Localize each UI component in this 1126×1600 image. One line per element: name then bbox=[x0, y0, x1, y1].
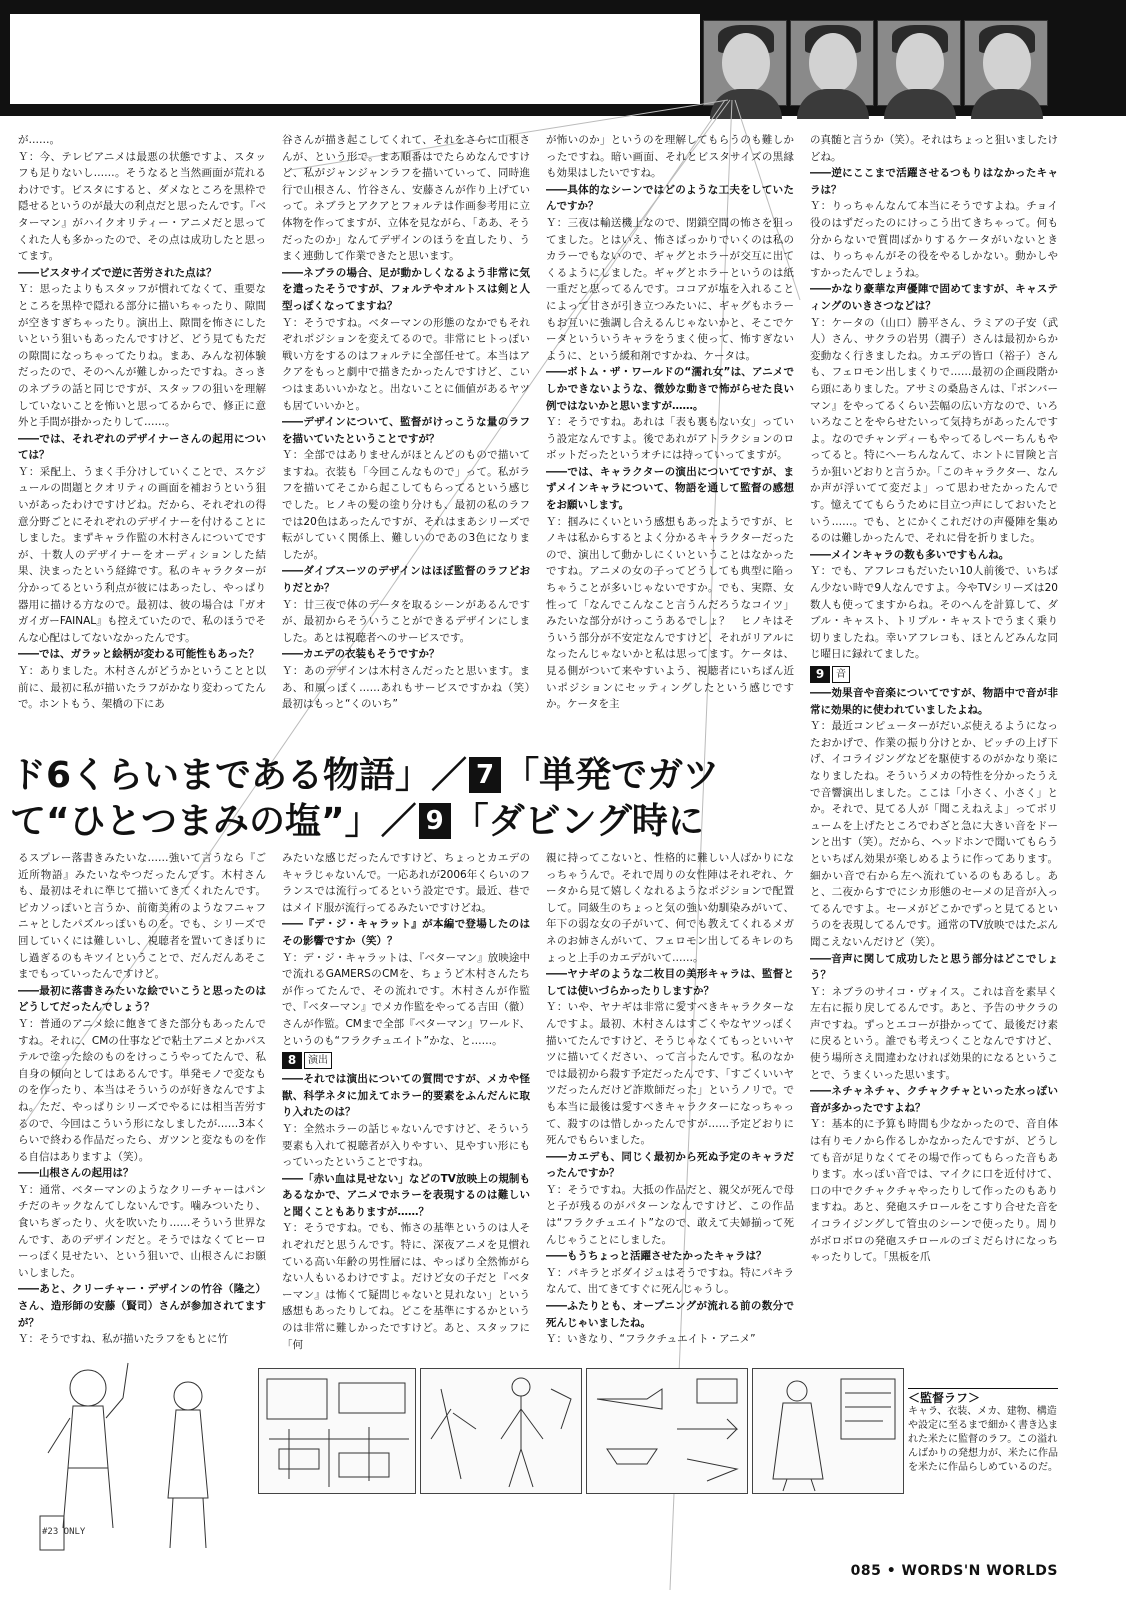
interview-question: ――ボトム・ザ・ワールドの“濡れ女”は、アニメでしかできないような、微妙な動きで怖がらせた良い例ではないかと思いますが……。 bbox=[546, 366, 794, 412]
interview-answer: Ｙ：全部ではありませんがほとんどのもので描いてますね。衣装も「今回こんなもので」って。私がラフを描いてそこから起こしてもらってるという感じでした。ヒノキの髪の塗り分けも、最初の私のラフでは20色はあったんですが、それはまあシリーズで転がしていく関係上、難しいのであの3色になりましたが。 bbox=[282, 449, 530, 561]
interview-answer: Ｙ：そうですね。大抵の作品だと、親父が死んで母と子が残るのがパターンなんですけど、この作品は“フラクチュエイト”なので、敢えて夫婦揃って死んじゃうことにしました。 bbox=[546, 1183, 794, 1246]
interview-answer: Ｙ：思ったよりもスタッフが慣れてなくて、重要なところを黒枠で隠れる部分に描いちゃったり、隙間が空きすぎちゃったり。演出上、隙間を怖さにしたいという狙いもあったんですけど、どう見てもただの隙間になっちゃってたりね。まあ、みんな初体験だったので、そのへんが難しかったですね。さっきのネブラの話と同じですが、スタッフの狙いを理解していないことを怖いと思ってるからで、修正に意外と手間が掛かったりして……。 bbox=[18, 283, 266, 429]
interviewee-photo bbox=[790, 20, 874, 106]
interview-answer: が怖いのか」というのを理解してもらうのも難しかったですね。暗い画面、それとビスタサイズの黒縁も効果はしたいですね。 bbox=[546, 134, 794, 180]
interview-answer: Ｙ：掴みにくいという感想もあったようですが、ヒノキは私からするとよく分かるキャラクターだったので、演出して動かしにくいということはなかったですね。アニメの女の子ってどうしても典型に陥っちゃうことが多いじゃないですか。でも、実際、女性って「なんでこんなこと言うんだろうなコイツ」みたいな部分がけっこうあるでしょ？ ヒノキはそういう部分が不安定なんですけど、それがリアルになったんじゃないかと私は思ってます。ケータは、見る側がついて来やすいよう、視聴者にいちばん近いポジションにセッティングしたという感じですか。ケータを主 bbox=[546, 515, 794, 711]
interview-answer: Ｙ：最近コンピューターがだいぶ使えるようになったおかげで、作業の振り分けとか、ピッチの上げ下げ、イコライジングなどを駆使するのがかなり楽になりましたね。そういうメカの特性を分かったうえで音響演出しました。ここは「小さく、小さく」とか。それで、見てる人が「聞こえねえよ」ってボリュームを上げたところでわざと急に大きい音をドーンと出す（笑）。だから、ヘッドホンで聞いてもらうといちばん効果が楽しめるように作ってあります。細かい音で右から左へ流れているのもあるし。あと、二夜からすでにシカ形態のセーメの足音が入ってるんですよ。セーメがどこかでずっと見てるというのを表現してるんです。通常のTV放映ではたぶん聞こえないんだけど（笑）。 bbox=[810, 720, 1058, 948]
interview-question: ――デザインについて、監督がけっこうな量のラフを描いていたということですが？ bbox=[282, 416, 530, 445]
interview-question: ――それでは演出についての質問ですが、メカや怪獣、科学ネタに加えてホラー的要素をふんだんに取り入れたのは？ bbox=[282, 1073, 530, 1119]
pull-quote-line-1: ド6くらいまである物語」／ 7 「単発でガツ bbox=[10, 755, 720, 796]
interview-question: ――効果音や音楽についてですが、物語中で音が非常に効果的に使われていましたよね。 bbox=[810, 687, 1058, 716]
interview-answer: Ｙ：いや、ヤナギは非常に愛すべきキャラクターなんですよ。最初、木村さんはすごくやなヤツっぽく描いてたんですけど、そうじゃなくてもっといいヤツに描いてください、って言ったんです。私のなかでは最初から殺す予定だったんです、「すごくいいヤツだったんだけど詐欺師だった」というノリで。でも本当に最後は愛すべきキャラクターになっちゃって、殺すのは惜しかったんですが……予定どおりに死んでもらいました。 bbox=[546, 1001, 794, 1147]
interview-answer: が……。 bbox=[18, 134, 60, 146]
interview-question: ――ヤナギのような二枚目の美形キャラは、監督としては使いづらかったりしますか？ bbox=[546, 968, 794, 997]
interview-answer: の真髄と言うか（笑）。それはちょっと狙いましたけどね。 bbox=[810, 134, 1058, 163]
header-white-area bbox=[10, 14, 700, 104]
interview-answer: Ｙ：でも、アフレコもだいたい10人前後で、いちばん少ない時で9人なんですよ。今やTVシリーズは20数人も使ってますからね。そのへんを計算して、ダブル・キャスト、トリプル・キャストでうまく乗り切りましたね。幸いアフレコも、ほとんどみんな同じ曜日に録れてました。 bbox=[810, 565, 1058, 661]
interview-answer: Ｙ：ネブラのサイコ・ヴォイス。これは音を素早く左右に振り戻してるんです。あと、予告のサクラの声ですね。ずっとエコーが掛かってて、最後だけ素に戻るという。誰でも考えつくことなんですけど、使う場所さえ間違わなければ効果的になるということで、うまくいった思います。 bbox=[810, 985, 1058, 1081]
interview-answer: Ｙ：そうですね。あれは「表も裏もない女」っていう設定なんですよ。後であれがアトラクションのロボットだったというオチには持っていってますが。 bbox=[546, 416, 794, 462]
interview-question: ――ふたりとも、オープニングが流れる前の数分で死んじゃいましたね。 bbox=[546, 1300, 794, 1329]
interview-answer: Ｙ：そうですね、私が描いたラフをもとに竹 bbox=[18, 1333, 228, 1346]
text-column-1-top bbox=[18, 132, 266, 754]
interview-answer: Ｙ：りっちゃんなんて本当にそうですよね。チョイ役のはずだったのにけっこう出てきちゃって。何も分からないで質問ばかりするケータがいないときは、りっちゃんがその役をやるしかない。動かしやすかったんでしょうね。 bbox=[810, 200, 1058, 279]
section-heading bbox=[282, 1052, 530, 1069]
interview-question: ――カエデの衣装もそうですか？ bbox=[282, 648, 440, 661]
interview-question: ――カエデも、同じく最初から死ぬ予定のキャラだったんですか？ bbox=[546, 1150, 794, 1180]
pull-quote-line-2: て“ひとつまみの塩”」／ 9 「ダビング時に bbox=[10, 801, 704, 842]
interview-question: ――ネチャネチャ、クチャクチャといった水っぽい音が多かったですよね？ bbox=[810, 1085, 1058, 1114]
interview-question: ――山根さんの起用は？ bbox=[18, 1167, 134, 1180]
section-heading bbox=[810, 666, 1058, 683]
page-footer: 085 • WORDS'N WORLDS bbox=[850, 1563, 1058, 1579]
interview-answer: Ｙ：基本的に予算も時間も少なかったので、音自体は有りモノから作るしかなかったんですが、どうしても音が足りなくてその場で作ってもらった音もあります。水っぽい音では、マイクに口を近付けて、口の中でクチャクチャやったりして作ったのもありますね。あと、発砲スチロールをこすり合せた音をイコライジングして管虫のシーンで使ったり。周りがボロボロの発砲スチロールのゴミだらけになっちゃったりして。「黒板を爪 bbox=[810, 1118, 1058, 1264]
text-column-4 bbox=[810, 132, 1058, 1356]
interview-question: ――かなり豪華な声優陣で固めてますが、キャスティングのいきさつなどは？ bbox=[810, 283, 1058, 312]
interview-question: ――では、キャラクターの演出についてですが、まずメインキャラについて、物語を通して監督の感想をお願いします。 bbox=[546, 465, 794, 512]
interview-answer: 谷さんが描き起こしてくれて、それをさらに山根さんが、という形で。まあ順番はでたらめなんですけど、私がジャンジャンラフを描いていって、同時進行で山根さん、竹谷さん、安藤さんが作り上げていって。ネブラとアクアとフォルテは作画参考用に立体物を作ってますが、立体を見ながら、「ああ、そうだったのか」なんてデザインのほうを直したり、うまく連動して作業できたと思います。 bbox=[282, 134, 530, 263]
director-rough-creature-sketch bbox=[420, 1368, 582, 1494]
interview-answer: Ｙ：全然ホラーの話じゃないんですけど、そういう要素も入れて視聴者が入りやすい、見やすい形にもっていったということですね。 bbox=[282, 1122, 530, 1169]
interview-answer: Ｙ：普通のアニメ絵に飽きてきた部分もあったんですね。それに、CMの仕事などで粘土アニメとかパステルで塗った絵のものをけっこうやってたんで、私自身の傾向としてはあるんです。単発モノで変なものを作ったり、本当はそういうのが好きなんですよね。ただ、やっぱりシリーズでやるには相当苦労するので、今回はこういう形になしましたが……3本くらいで終わる作品だったら、ガツンと変なものを作る自信はありますよ（笑）。 bbox=[18, 1017, 266, 1163]
interview-question: ――メインキャラの数も多いですもんね。 bbox=[810, 548, 1010, 561]
interview-question: ――では、それぞれのデザイナーさんの起用については？ bbox=[18, 432, 266, 462]
interview-question: ――もうちょっと活躍させたかったキャラは？ bbox=[546, 1250, 767, 1263]
interview-question: ――ダイブスーツのデザインはほぼ監督のラフどおりだとか？ bbox=[282, 565, 530, 595]
interview-answer: Ｙ：三夜は輸送機上なので、閉鎖空間の怖さを狙ってました。とはいえ、怖さばっかりでいくのは私のカラーでもないので、ギャグとホラーが交互に出てくるようにしました。ギャグとホラーというのは紙一重だと思ってるんです。ココアが塩を入れることによって甘さが引き立つみたいに、ギャグもホラーもお互いに強調し合えるんじゃないかと、そこでケータといういうキャラをうまく使って、怖すぎないように、という緩和剤ですかね、ケータは。 bbox=[546, 216, 794, 362]
section-number: 9 bbox=[810, 666, 830, 683]
interview-answer: Ｙ：そうですね。ベターマンの形態のなかでもそれぞれポジションを変えてるので。非常にヒトっぽい戦い方をするのはフォルテに全部任せて。本当はアクアをもっと劇中で描きたかったんですけど、こいつはまあいいかなと。出ないことに価値があるヤツも居ていいかと。 bbox=[282, 316, 530, 412]
interview-answer: みたいな感じだったんですけど、ちょっとカエデのキャラじゃないんで。一応あれが2006年くらいのフランスでは流行ってるという設定です。最近、巷ではメイド服が流行ってるみたいですけどね。 bbox=[282, 852, 530, 914]
interview-answer: るスプレー落書きみたいな……強いて言うなら『ご近所物語』みたいなやつだったんです。木村さんも、最初はそれに準じて描いてきてくれたんです。ピカソっぽいと言うか、前衛美術のようなフニャフニャとしたパズルっぽいものを。でも、シリーズで回していくには難しいし、視聴者を置いてきぼりにし過ぎるのもキツイということで、だんだんあそこまでもっていったんですけど。 bbox=[18, 852, 266, 981]
interview-answer: Ｙ：ケータの（山口）勝平さん、ラミアの子安（武人）さん、サクラの岩男（潤子）さんは最初からか変動なく行きましたね。カエデの皆口（裕子）さんも、フェロモン出しまくりで……最初の企画段階から頭にありました。アサミの桑島さんは、『ボンバーマン』をやってるくらい芸幅の広い方なので、いろいろなことをやらせたいって気持ちがあったんですよ。なのでチャンディーもやってるしぺーちんもやってると。特にへーちんなんて、ホントに冒険と言うか狙いどおりと言うか。「このキャラクター、なんか声が浮いてて変だよ」って思わせたかったんです。憶えててもらうために目立つ声にしておいたという……。でも、とにかくこれだけの声優陣を集めるのは難しかったんで、それに骨を折りました。 bbox=[810, 316, 1058, 545]
interview-answer: Ｙ：采配上、うまく手分けしていくことで、スケジュールの問題とクオリティの画面を補おうという狙いがあったわけですけどね。だから、それぞれの得意分野ごとにそれぞれのデザイナーを付けることにしました。まずキャラ作監の木村さんについてですが、十数人のデザイナーをオーディションした結果、決まったという経緯です。私のキャラクターが分かってるという利点が彼にはあったし、やっぱり器用に描ける方なので。最初は、彼の場合は『ガオガイガーFAINAL』も控えていたので、私のほうでそんな心配はしてないなかったんです。 bbox=[18, 465, 266, 644]
interview-question: ――「赤い血は見せない」などのTV放映上の規制もあるなかで、アニメでホラーを表現するのは難しいと聞くこともありますが……？ bbox=[282, 1172, 530, 1218]
interview-answer: Ｙ：そうですね。でも、怖さの基準というのは人それぞれだと思うんです。特に、深夜アニメを見慣れている高い年齢の男性層には、やっぱり全然怖がらない人もいるわけですよ。だけど女の子だと『ベターマン』は怖くて疑問じゃないと見れない」という感想もあったりしてね。どこを基準にするかというのは非常に難しかったですけど。あと、スタッフに「何 bbox=[282, 1222, 530, 1351]
interviewee-photo bbox=[703, 20, 787, 106]
text-column-2-top bbox=[282, 132, 541, 754]
interview-question: ――具体的なシーンではどのような工夫をしていたんですか？ bbox=[546, 183, 794, 213]
interview-answer: Ｙ：デ・ジ・キャラットは、『ベターマン』放映途中で流れるGAMERSのCMを、ちょうど木村さんたちが作ってたんで、その流れです。木村さんが作監で、『ベターマン』でメカ作監をやってる吉田（徹）さんが作監。CMまで全部『ベターマン』ワールド、というのも“フラクチュエイト”かな、と……。 bbox=[282, 951, 530, 1047]
interviewee-photo bbox=[877, 20, 961, 106]
interview-answer: Ｙ：いきなり、“フラクチュエイト・アニメ” bbox=[546, 1333, 756, 1346]
interview-question: ――あと、クリーチャー・デザインの竹谷（隆之）さん、造形師の安藤（賢司）さんが参加されてますが？ bbox=[18, 1283, 266, 1329]
character-rough-sketch bbox=[18, 1358, 254, 1558]
sketch-note: #23 ONLY bbox=[42, 1527, 86, 1537]
interview-question: ――ネブラの場合、足が動かしくなるよう非常に気を遣ったそうですが、フォルテやオルトスは剣と人型っぽくなってますね？ bbox=[282, 266, 530, 312]
caption-title: ＜監督ラフ＞ bbox=[908, 1388, 1058, 1405]
interview-answer: Ｙ：パキラとボダイジュはそうですね。特にパキラなんて、出てきてすぐに死んじゃうし。 bbox=[546, 1266, 794, 1296]
interview-answer: Ｙ：廿三夜で体のデータを取るシーンがあるんですが、最初からそういうことができるデザインにしました。あとは視聴者へのサービスです。 bbox=[282, 598, 530, 644]
text-column-1-bottom bbox=[18, 850, 266, 1356]
text-column-2-bottom bbox=[282, 850, 530, 1356]
interview-answer: Ｙ：通常、ベターマンのようなクリーチャーはパンチだのキックなんてしないんです。噛みついたり、食いちぎったり、火を吹いたり……そういう世界なんです、あのデザインだと。そうではなくてヒーローっぽく見せたい、という狙いで、山根さんにお願いしました。 bbox=[18, 1183, 266, 1279]
section-number: 8 bbox=[282, 1052, 302, 1069]
interview-answer: Ｙ：今、テレビアニメは最悪の状態ですよ、スタッフも足りないし……。そうなると当然画面が荒れるわけです。ビスタにすると、ダメなところを黒枠で隠せるというのが最大の利点だと思ったんです。『ベターマン』がハイクオリティー・アニメだと思ってくれた人も多かったので、その点は成功したと思ってます。 bbox=[18, 150, 266, 263]
section-tag: 演出 bbox=[304, 1052, 332, 1069]
interview-question: ――音声に関して成功したと思う部分はどこでしょう？ bbox=[810, 952, 1058, 982]
interviewee-photo bbox=[964, 20, 1048, 106]
interview-answer: 親に持ってこないと、性格的に難しい人ばかりになっちゃうんで。それで周りの女性陣はそれぞれ、ケータから見て嬉しくなれるようなポジションで配置して。同級生のちょっと気の強い幼馴染みがいて、年下の弱な女の子がいて、何でも教えてくれるメガネのお姉さんがいて、フェロモン出してるキレのちょっと上手のカエデがいて……。 bbox=[546, 852, 794, 964]
director-rough-costume-sketch bbox=[752, 1368, 904, 1494]
interview-photo-strip bbox=[703, 20, 1048, 106]
text-column-3-top bbox=[546, 132, 794, 754]
interview-question: ――ビスタサイズで逆に苦労された点は？ bbox=[18, 266, 217, 279]
director-rough-map-sketch bbox=[258, 1368, 416, 1494]
interview-question: ――逆にここまで活躍させるつもりはなかったキャラは？ bbox=[810, 167, 1058, 196]
sketch-caption bbox=[908, 1388, 1058, 1475]
text-column-3-bottom bbox=[546, 850, 794, 1356]
director-rough-mecha-sketch bbox=[586, 1368, 748, 1494]
pull-quote bbox=[10, 752, 800, 844]
interview-question: ――『デ・ジ・キャラット』が本編で登場したのはその影響ですか（笑）？ bbox=[282, 918, 530, 947]
interview-answer: Ｙ：あのデザインは木村さんだったと思います。まあ、和風っぽく……あれもサービスですかね（笑） 最初はもっと“くのいち” bbox=[282, 665, 541, 711]
interview-question: ――では、ガラッと絵柄が変わる可能性もあった？ bbox=[18, 648, 260, 661]
interview-question: ――最初に落書きみたいな絵でいこうと思ったのはどうしてだったんでしょう？ bbox=[18, 984, 266, 1014]
section-tag: 音 bbox=[832, 666, 850, 683]
interview-answer: Ｙ：ありました。木村さんがどうかということと以前に、最初に私が描いたラフがかなり変わってたんで。ホントもう、架橋の下にあ bbox=[18, 665, 266, 711]
caption-body: キャラ、衣装、メカ、建物、構造や設定に至るまで細かく書き込まれた米たに監督のラフ。この溢れんばかりの発想力が、米たに作品を米たに作品らしめているのだ。 bbox=[908, 1406, 1058, 1473]
